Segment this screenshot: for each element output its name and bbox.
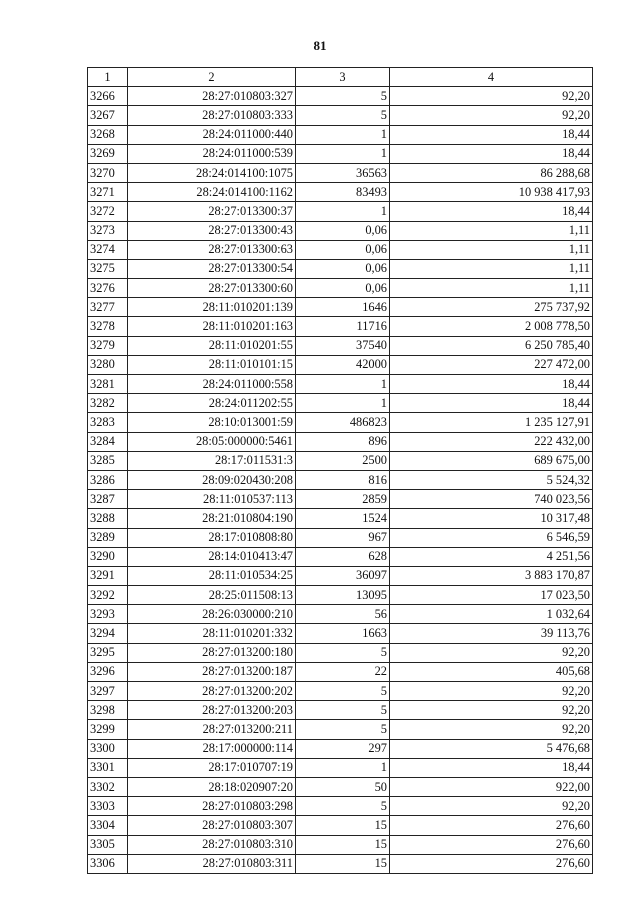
amount-cell: 1,11	[390, 240, 593, 259]
table-row	[88, 777, 593, 796]
table-row	[88, 835, 593, 854]
table-row	[88, 797, 593, 816]
cadastral-number-cell: 28:24:011000:440	[128, 125, 296, 144]
row-number-cell: 3299	[88, 720, 128, 739]
amount-cell: 5 524,32	[390, 470, 593, 489]
row-number-cell: 3266	[88, 87, 128, 106]
table-row	[88, 720, 593, 739]
table-row	[88, 163, 593, 182]
table-row	[88, 701, 593, 720]
cadastral-number-cell: 28:24:011000:558	[128, 375, 296, 394]
cadastral-number-cell: 28:11:010101:15	[128, 355, 296, 374]
amount-cell: 18,44	[390, 758, 593, 777]
table-row	[88, 605, 593, 624]
area-cell: 297	[296, 739, 390, 758]
area-cell: 5	[296, 682, 390, 701]
cadastral-number-cell: 28:27:013200:180	[128, 643, 296, 662]
amount-cell: 227 472,00	[390, 355, 593, 374]
table-row	[88, 739, 593, 758]
row-number-cell: 3283	[88, 413, 128, 432]
area-cell: 36563	[296, 163, 390, 182]
area-cell: 15	[296, 816, 390, 835]
row-number-cell: 3292	[88, 586, 128, 605]
table-row	[88, 125, 593, 144]
area-cell: 5	[296, 643, 390, 662]
amount-cell: 1,11	[390, 279, 593, 298]
amount-cell: 740 023,56	[390, 490, 593, 509]
amount-cell: 6 546,59	[390, 528, 593, 547]
table-row	[88, 643, 593, 662]
area-cell: 13095	[296, 586, 390, 605]
amount-cell: 405,68	[390, 662, 593, 681]
column-header: 3	[296, 68, 390, 87]
area-cell: 56	[296, 605, 390, 624]
table-row	[88, 566, 593, 585]
area-cell: 816	[296, 470, 390, 489]
row-number-cell: 3304	[88, 816, 128, 835]
row-number-cell: 3281	[88, 375, 128, 394]
cadastral-number-cell: 28:05:000000:5461	[128, 432, 296, 451]
amount-cell: 922,00	[390, 777, 593, 796]
cadastral-number-cell: 28:27:013300:60	[128, 279, 296, 298]
row-number-cell: 3284	[88, 432, 128, 451]
cadastral-number-cell: 28:09:020430:208	[128, 470, 296, 489]
amount-cell: 4 251,56	[390, 547, 593, 566]
table-row	[88, 202, 593, 221]
row-number-cell: 3294	[88, 624, 128, 643]
column-header: 4	[390, 68, 593, 87]
area-cell: 36097	[296, 566, 390, 585]
amount-cell: 92,20	[390, 720, 593, 739]
row-number-cell: 3290	[88, 547, 128, 566]
cadastral-number-cell: 28:11:010201:163	[128, 317, 296, 336]
area-cell: 486823	[296, 413, 390, 432]
column-header: 1	[88, 68, 128, 87]
cadastral-number-cell: 28:27:013200:202	[128, 682, 296, 701]
amount-cell: 17 023,50	[390, 586, 593, 605]
row-number-cell: 3285	[88, 451, 128, 470]
row-number-cell: 3306	[88, 854, 128, 873]
row-number-cell: 3275	[88, 259, 128, 278]
table-row	[88, 106, 593, 125]
cadastral-number-cell: 28:27:013300:63	[128, 240, 296, 259]
row-number-cell: 3286	[88, 470, 128, 489]
cadastral-number-cell: 28:21:010804:190	[128, 509, 296, 528]
row-number-cell: 3276	[88, 279, 128, 298]
table-row	[88, 183, 593, 202]
cadastral-number-cell: 28:24:014100:1162	[128, 183, 296, 202]
row-number-cell: 3278	[88, 317, 128, 336]
amount-cell: 1 235 127,91	[390, 413, 593, 432]
cadastral-number-cell: 28:27:010803:310	[128, 835, 296, 854]
row-number-cell: 3282	[88, 394, 128, 413]
area-cell: 896	[296, 432, 390, 451]
table-row	[88, 490, 593, 509]
row-number-cell: 3279	[88, 336, 128, 355]
table-row	[88, 547, 593, 566]
row-number-cell: 3288	[88, 509, 128, 528]
header-row	[88, 68, 593, 87]
table-row	[88, 298, 593, 317]
cadastral-number-cell: 28:27:010803:333	[128, 106, 296, 125]
table-row	[88, 87, 593, 106]
cadastral-number-cell: 28:26:030000:210	[128, 605, 296, 624]
cadastral-number-cell: 28:17:011531:3	[128, 451, 296, 470]
cadastral-number-cell: 28:27:013200:203	[128, 701, 296, 720]
area-cell: 1524	[296, 509, 390, 528]
amount-cell: 18,44	[390, 394, 593, 413]
area-cell: 83493	[296, 183, 390, 202]
row-number-cell: 3298	[88, 701, 128, 720]
cadastral-number-cell: 28:27:013300:37	[128, 202, 296, 221]
amount-cell: 92,20	[390, 87, 593, 106]
table-row	[88, 451, 593, 470]
amount-cell: 18,44	[390, 125, 593, 144]
area-cell: 0,06	[296, 259, 390, 278]
table-row	[88, 432, 593, 451]
row-number-cell: 3277	[88, 298, 128, 317]
table-row	[88, 509, 593, 528]
cadastral-number-cell: 28:18:020907:20	[128, 777, 296, 796]
table-row	[88, 528, 593, 547]
amount-cell: 689 675,00	[390, 451, 593, 470]
table-row	[88, 317, 593, 336]
amount-cell: 92,20	[390, 682, 593, 701]
cadastral-number-cell: 28:27:010803:307	[128, 816, 296, 835]
cadastral-number-cell: 28:27:013200:211	[128, 720, 296, 739]
table-row	[88, 259, 593, 278]
cadastral-number-cell: 28:24:011202:55	[128, 394, 296, 413]
table-row	[88, 662, 593, 681]
amount-cell: 1,11	[390, 221, 593, 240]
cadastral-number-cell: 28:27:013200:187	[128, 662, 296, 681]
cadastral-number-cell: 28:24:011000:539	[128, 144, 296, 163]
table-row	[88, 336, 593, 355]
row-number-cell: 3267	[88, 106, 128, 125]
amount-cell: 2 008 778,50	[390, 317, 593, 336]
row-number-cell: 3302	[88, 777, 128, 796]
registry-table	[87, 67, 593, 874]
amount-cell: 39 113,76	[390, 624, 593, 643]
area-cell: 967	[296, 528, 390, 547]
area-cell: 2859	[296, 490, 390, 509]
cadastral-number-cell: 28:25:011508:13	[128, 586, 296, 605]
area-cell: 5	[296, 87, 390, 106]
cadastral-number-cell: 28:11:010201:332	[128, 624, 296, 643]
cadastral-number-cell: 28:27:010803:311	[128, 854, 296, 873]
cadastral-number-cell: 28:11:010201:139	[128, 298, 296, 317]
row-number-cell: 3274	[88, 240, 128, 259]
amount-cell: 1 032,64	[390, 605, 593, 624]
area-cell: 1	[296, 144, 390, 163]
cadastral-number-cell: 28:10:013001:59	[128, 413, 296, 432]
area-cell: 1	[296, 375, 390, 394]
table-row	[88, 816, 593, 835]
cadastral-number-cell: 28:14:010413:47	[128, 547, 296, 566]
area-cell: 15	[296, 835, 390, 854]
area-cell: 0,06	[296, 240, 390, 259]
table-row	[88, 355, 593, 374]
table-row	[88, 375, 593, 394]
row-number-cell: 3273	[88, 221, 128, 240]
row-number-cell: 3289	[88, 528, 128, 547]
amount-cell: 92,20	[390, 106, 593, 125]
area-cell: 1	[296, 394, 390, 413]
row-number-cell: 3271	[88, 183, 128, 202]
area-cell: 42000	[296, 355, 390, 374]
area-cell: 5	[296, 701, 390, 720]
area-cell: 1663	[296, 624, 390, 643]
row-number-cell: 3296	[88, 662, 128, 681]
row-number-cell: 3287	[88, 490, 128, 509]
amount-cell: 276,60	[390, 816, 593, 835]
row-number-cell: 3301	[88, 758, 128, 777]
amount-cell: 276,60	[390, 835, 593, 854]
row-number-cell: 3270	[88, 163, 128, 182]
area-cell: 11716	[296, 317, 390, 336]
amount-cell: 1,11	[390, 259, 593, 278]
row-number-cell: 3280	[88, 355, 128, 374]
area-cell: 0,06	[296, 279, 390, 298]
cadastral-number-cell: 28:27:013300:43	[128, 221, 296, 240]
area-cell: 5	[296, 797, 390, 816]
cadastral-number-cell: 28:27:013300:54	[128, 259, 296, 278]
amount-cell: 6 250 785,40	[390, 336, 593, 355]
cadastral-number-cell: 28:17:000000:114	[128, 739, 296, 758]
area-cell: 37540	[296, 336, 390, 355]
area-cell: 5	[296, 106, 390, 125]
table-row	[88, 758, 593, 777]
amount-cell: 18,44	[390, 144, 593, 163]
cadastral-number-cell: 28:17:010808:80	[128, 528, 296, 547]
row-number-cell: 3305	[88, 835, 128, 854]
amount-cell: 92,20	[390, 797, 593, 816]
amount-cell: 222 432,00	[390, 432, 593, 451]
cadastral-number-cell: 28:11:010534:25	[128, 566, 296, 585]
amount-cell: 275 737,92	[390, 298, 593, 317]
cadastral-number-cell: 28:27:010803:298	[128, 797, 296, 816]
table-row	[88, 586, 593, 605]
row-number-cell: 3300	[88, 739, 128, 758]
amount-cell: 5 476,68	[390, 739, 593, 758]
row-number-cell: 3297	[88, 682, 128, 701]
amount-cell: 18,44	[390, 375, 593, 394]
row-number-cell: 3295	[88, 643, 128, 662]
table-row	[88, 279, 593, 298]
area-cell: 0,06	[296, 221, 390, 240]
amount-cell: 10 317,48	[390, 509, 593, 528]
row-number-cell: 3291	[88, 566, 128, 585]
area-cell: 15	[296, 854, 390, 873]
area-cell: 22	[296, 662, 390, 681]
area-cell: 1	[296, 758, 390, 777]
row-number-cell: 3269	[88, 144, 128, 163]
cadastral-number-cell: 28:11:010201:55	[128, 336, 296, 355]
table-row	[88, 470, 593, 489]
cadastral-number-cell: 28:27:010803:327	[128, 87, 296, 106]
cadastral-number-cell: 28:24:014100:1075	[128, 163, 296, 182]
cadastral-number-cell: 28:17:010707:19	[128, 758, 296, 777]
amount-cell: 10 938 417,93	[390, 183, 593, 202]
table-row	[88, 394, 593, 413]
table-row	[88, 413, 593, 432]
row-number-cell: 3293	[88, 605, 128, 624]
area-cell: 1	[296, 202, 390, 221]
amount-cell: 3 883 170,87	[390, 566, 593, 585]
row-number-cell: 3303	[88, 797, 128, 816]
area-cell: 1646	[296, 298, 390, 317]
amount-cell: 276,60	[390, 854, 593, 873]
area-cell: 50	[296, 777, 390, 796]
row-number-cell: 3268	[88, 125, 128, 144]
area-cell: 2500	[296, 451, 390, 470]
area-cell: 5	[296, 720, 390, 739]
cadastral-number-cell: 28:11:010537:113	[128, 490, 296, 509]
area-cell: 628	[296, 547, 390, 566]
amount-cell: 92,20	[390, 643, 593, 662]
area-cell: 1	[296, 125, 390, 144]
table-row	[88, 624, 593, 643]
table-row	[88, 144, 593, 163]
table-row	[88, 221, 593, 240]
column-header: 2	[128, 68, 296, 87]
table-row	[88, 240, 593, 259]
amount-cell: 18,44	[390, 202, 593, 221]
table-row	[88, 854, 593, 873]
amount-cell: 86 288,68	[390, 163, 593, 182]
table-row	[88, 682, 593, 701]
amount-cell: 92,20	[390, 701, 593, 720]
row-number-cell: 3272	[88, 202, 128, 221]
page-number: 81	[313, 38, 327, 53]
